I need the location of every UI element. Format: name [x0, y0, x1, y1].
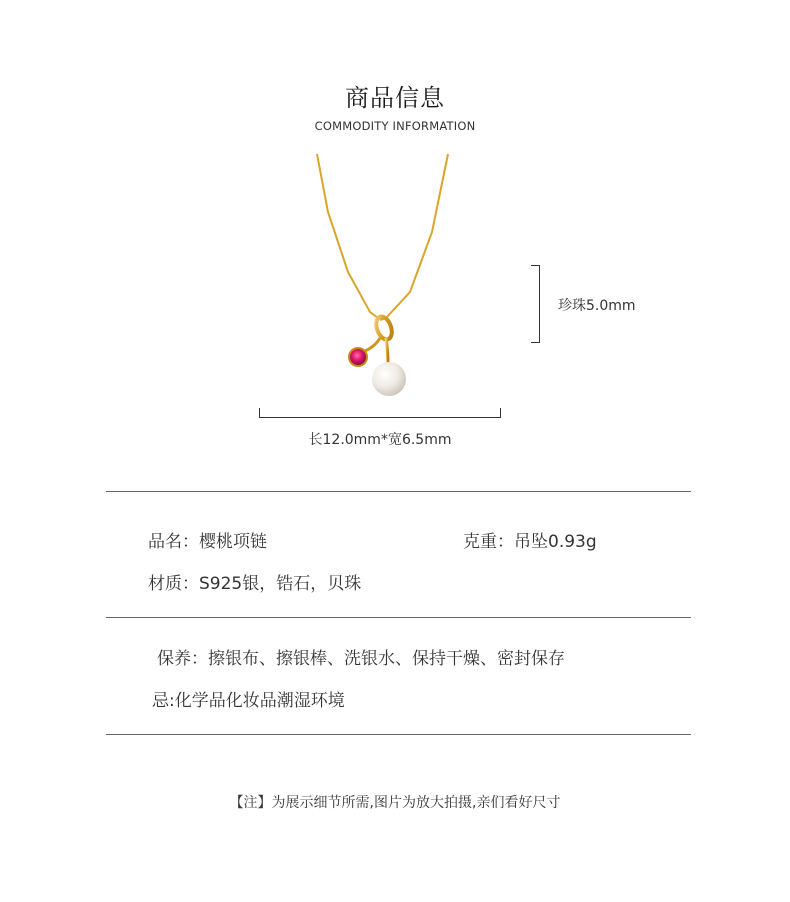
divider	[106, 617, 691, 618]
avoid-instructions: 忌:化学品化妆品潮湿环境	[152, 691, 345, 711]
divider	[106, 491, 691, 492]
pearl-size-label: 珍珠5.0mm	[558, 298, 636, 314]
pendant-size-label: 长12.0mm*宽6.5mm	[308, 432, 452, 448]
divider	[106, 734, 691, 735]
page-title: 商品信息	[345, 84, 445, 112]
product-weight: 克重：吊坠0.93g	[463, 532, 597, 552]
product-material: 材质：S925银，锆石，贝珠	[148, 574, 362, 594]
footer-note: 【注】为展示细节所需,图片为放大拍摄,亲们看好尺寸	[229, 795, 561, 811]
product-name: 品名：樱桃项链	[148, 532, 267, 552]
care-instructions: 保养：擦银布、擦银棒、洗银水、保持干燥、密封保存	[157, 649, 565, 669]
pearl-dimension-bracket	[531, 265, 540, 343]
size-dimension-bracket	[259, 408, 501, 418]
page-subtitle: COMMODITY INFORMATION	[314, 119, 476, 133]
necklace-image	[300, 152, 470, 402]
